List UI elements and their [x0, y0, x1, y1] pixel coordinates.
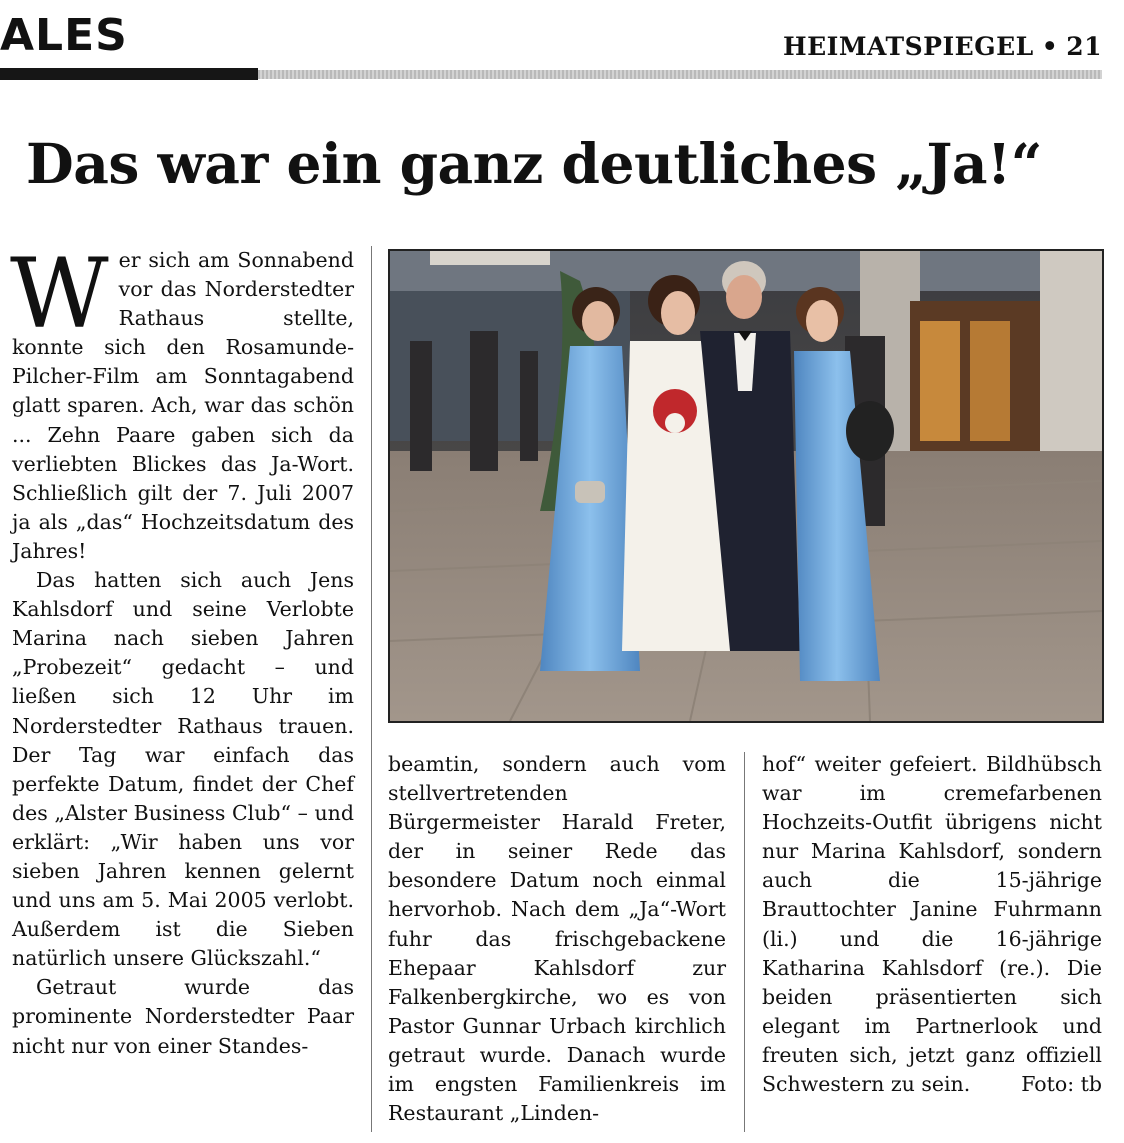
- section-word: ALES: [0, 10, 128, 61]
- drop-cap: W: [10, 238, 109, 350]
- page-label: [783, 32, 1102, 62]
- paragraph-2: Das hatten sich auch Jens Kahlsdorf und seine Verlobte Marina nach sieben Jahren „Probezeit“ gedacht – und ließen sich 12 Uhr im Norderstedter Rathaus trauen. Der Tag war einfach das perfekte Datum, findet der Chef des „Alster Business Club“ – und erklärt: „Wir haben uns vor sieben Jahren kennen gelernt und uns am 5. Mai 2005 verlobt. Außerdem ist die Sieben natürlich unsere Glückszahl.“: [12, 568, 354, 971]
- column-2-text: beamtin, sondern auch vom stellvertretenden Bürgermeister Harald Freter, der in seiner Rede das besondere Datum noch einmal hervorhob. Nach dem „Ja“-Wort fuhr das frischgebackene Ehepaar Kahlsdorf zur Falkenbergkirche, wo es von Pastor Gunnar Urbach kirchlich getraut wurde. Danach wurde im engsten Familienkreis im Restaurant „Linden-: [388, 752, 726, 1126]
- header-rule-light: [258, 70, 1102, 79]
- article-column-2: [388, 750, 726, 1128]
- article-column-1: [10, 238, 354, 1061]
- page-name: HEIMATSPIEGEL: [782, 32, 1034, 61]
- paragraph-3: Getraut wurde das prominente Norderstedter Paar nicht nur von einer Standes-: [12, 975, 354, 1058]
- headline: Das war ein ganz deutliches „Ja!“: [26, 131, 1042, 196]
- column-3-text: hof“ weiter gefeiert. Bildhübsch war im cremefarbenen Hochzeits-Outfit übrigens nicht nur Marina Kahlsdorf, sondern auch die 15-jährige Brauttochter Janine Fuhrmann (li.) und die 16-jährige Katharina Kahlsdorf (re.). Die beiden präsentierten sich elegant im Partnerlook und freuten sich, jetzt ganz offiziell Schwestern zu sein.: [762, 752, 1102, 1097]
- page-number: 21: [1066, 32, 1102, 61]
- separator-dot: •: [1041, 32, 1059, 61]
- photo-credit: Foto: tb: [1021, 1072, 1102, 1097]
- wedding-photo: [388, 249, 1104, 723]
- article-column-3: [762, 750, 1102, 1099]
- column-divider-1: [371, 246, 372, 1132]
- column-divider-2: [744, 752, 745, 1132]
- header-rule-dark: [0, 68, 258, 80]
- paragraph-1: er sich am Sonnabend vor das Norderstedter Rathaus stellte, konnte sich den Rosamunde-Pilcher-Film am Sonntagabend glatt sparen. Ach, war das schön ... Zehn Paare gaben sich da verliebten Blickes das Ja-Wort. Schließlich gilt der 7. Juli 2007 ja als „das“ Hochzeitsdatum des Jahres!: [12, 248, 354, 563]
